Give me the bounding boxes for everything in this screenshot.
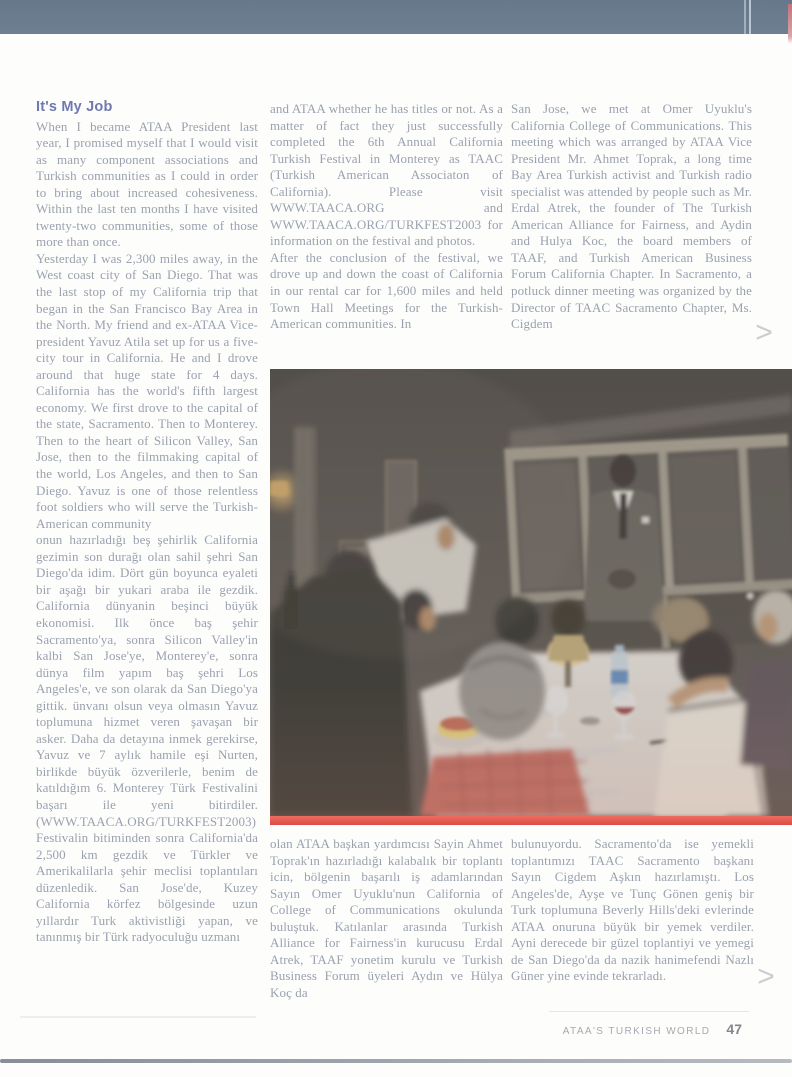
scan-hairline [20, 1016, 256, 1018]
band-red-sliver [788, 4, 792, 44]
top-color-band [0, 0, 792, 34]
left-english-paragraph-2: Yesterday I was 2,300 miles away, in the West coast city of San Diego. That was the last stop of my California trip that began in the San Francisco Bay Area in the North. My friend and ex-ATAA Vice-president Yavuz Atila set up for us a five-city tour in California. He and I drove around that huge state for 4 days. California has the world's fifth largest economy. We first drove to the capital of the state, Sacramento. Then to Monterey. Then to the heart of Silicon Valley, San Jose, then to the filmmaking capital of the world, Los Angeles, and then to San Diego. Yavuz is one of those relentless foot soldiers who will serve the Turkish-American community [36, 250, 258, 531]
magazine-title: ATAA'S TURKISH WORLD [562, 1026, 711, 1037]
next-page-chevron-icon[interactable]: > [757, 960, 775, 993]
article-heading: It's My Job [36, 99, 113, 115]
page-bottom-edge-line [0, 1059, 792, 1063]
middle-turkish-paragraph: olan ATAA başkan yardımcısı Sayin Ahmet Toprak'ın hazırladığı kalabalık bir toplantı icin, bölgenin başarılı iş adamlarından Sayın Omer Uyuklu'nun California of College of Communications okulunda buluştuk. Katılanlar arasında Turkish Alliance for Fairness'in kurucusu Erdal Atrek, TAAF yonetim kurulu ve Turkish Business Forum üyeleri Aydın ve Hülya Koç da [270, 836, 503, 1000]
dinner-meeting-photo [270, 369, 792, 825]
right-english-paragraph: San Jose, we met at Omer Uyuklu's California College of Communications. This meeting which was arranged by ATAA Vice President Mr. Ahmet Toprak, a long time Bay Area Turkish activist and Turkish radio specialist was attended by people such as Mr. Erdal Atrek, the founder of The Turkish American Alliance for Fairness, and Aydin and Hulya Koc, the board members of TAAF, and Turkish American Business Forum California Chapter. In Sacramento, a potluck dinner meeting was organized by the Director of TAAC Sacramento Chapter, Ms. Cigdem [511, 101, 752, 332]
page-number: 47 [726, 1021, 742, 1037]
band-vertical-line [749, 0, 751, 34]
next-page-chevron-icon[interactable]: > [755, 316, 773, 349]
left-turkish-paragraph: onun hazırladığı beş şehirlik California gezimin son durağı olan sahil şehri San Diego'da idim. Dört gün boyunca eyaleti bir aşağı bir yukari araba ile gezdik. California dünyanin beşinci büyük ekonomisi. Ilk önce baş şehir Sacramento'ya, sonra Silicon Valley'in kalbi San Jose'ye, Monterey'e, sonra dünya film yapım baş şehri Los Angeles'e, ve son olarak da San Diego'ya gittik. ünvanı olsun veya olmasın Yavuz toplumuna hizmet veren şavaşan bir asker. Daha da detayına inmek gerekirse, Yavuz ve 7 aylık hamile eşi Nurten, birlikde büyük özverilerle, benim de katıldığım 6. Monterey Türk Festivalini başarı ile yeni bitirdiler. (WWW.TAACA.ORG/TURKFEST2003) Festivalin bitiminden sonra California'da 2,500 km gezdik ve Türkler ve Amerikalilarla şehir meclisi toplantıları düzenledik. San Jose'de, Kuzey California körfez bölgesinde uzun yıllardır Turk aktivistliği yapan, ve tanınmış bir Türk radyoculuğu uzmanı [36, 532, 258, 945]
scan-hairline [549, 1011, 749, 1012]
page-footer [400, 1021, 742, 1037]
right-turkish-paragraph: bulunuyordu. Sacramento'da ise yemekli toplantımızı TAAC Sacramento başkanı Sayın Cigdem Aşkın hazırlamıştı. Los Angeles'de, Ayşe ve Tunç Gönen geniş bir Turk toplumuna Beverly Hills'deki evlerinde ATAA onuruna büyük bir yemek verdiler. Ayni derecede bir güzel toplantiyi ve yemegi de San Diego'da da nazik hanimefendi Nazlı Güner yine evinde tekrarladı. [511, 836, 754, 984]
photo-red-accent-bar [270, 816, 792, 825]
column-right-bottom [511, 836, 754, 985]
column-middle-bottom [270, 836, 503, 1001]
middle-english-paragraph-1: and ATAA whether he has titles or not. As a matter of fact they just successfully completed the 6th Annual California Turkish Festival in Monterey as TAAC (Turkish American Associaton of California). Please visit WWW.TAACA.ORG and WWW.TAACA.ORG/TURKFEST2003 for information on the festival and photos. [270, 101, 503, 249]
column-right-top [511, 101, 752, 333]
column-middle-top [270, 101, 503, 333]
dinner-photo-art [270, 369, 792, 816]
left-english-paragraph-1: When I became ATAA President last year, I promised myself that I would visit as many component associations and Turkish communities as I could in order to bring about increased cohesiveness. Within the last ten months I have visited twenty-two communities, some of those more than once. [36, 118, 258, 250]
column-left [36, 99, 258, 946]
band-vertical-line [744, 0, 746, 34]
middle-english-paragraph-2: After the conclusion of the festival, we drove up and down the coast of California in our rental car for 1,600 miles and held Town Hall Meetings for the Turkish-American communities. In [270, 249, 503, 332]
